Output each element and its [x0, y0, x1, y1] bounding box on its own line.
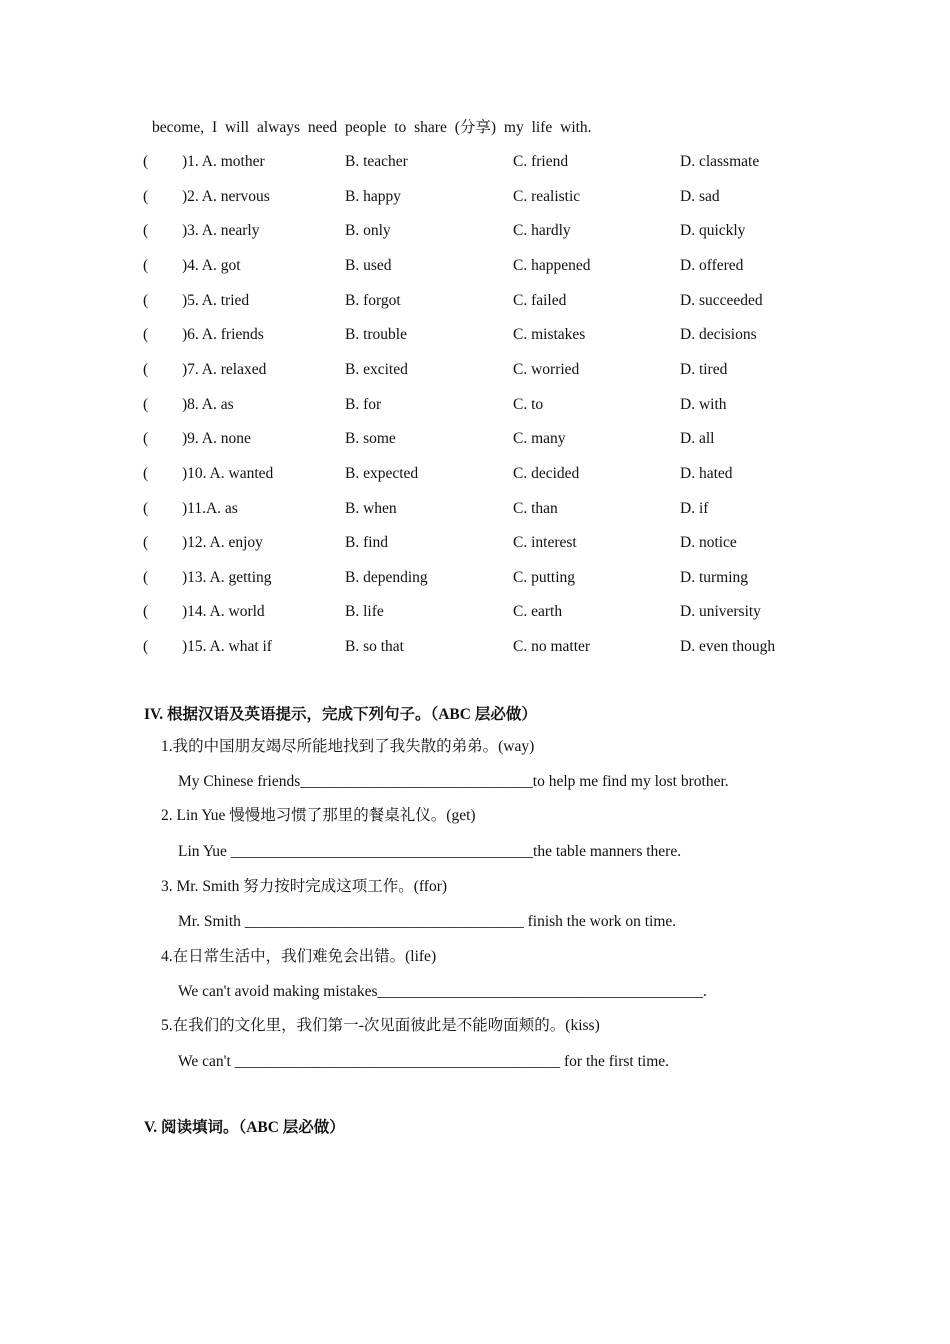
option-b: B. used — [345, 256, 392, 274]
option-b: B. happy — [345, 187, 401, 205]
question-row — [0, 499, 950, 521]
answer-blank-paren[interactable]: ( — [143, 222, 149, 240]
option-d: D. decisions — [680, 326, 757, 344]
option-b: B. when — [345, 499, 397, 517]
question-row — [0, 360, 950, 382]
option-b: B. depending — [345, 568, 428, 586]
option-a: )4. A. got — [182, 256, 241, 274]
question-row — [0, 568, 950, 590]
answer-blank-paren[interactable]: ( — [143, 430, 149, 448]
option-a: )2. A. nervous — [182, 187, 270, 205]
option-b: B. only — [345, 222, 391, 240]
option-b: B. excited — [345, 360, 408, 378]
option-d: D. quickly — [680, 222, 746, 240]
option-b: B. so that — [345, 638, 404, 656]
option-b: B. forgot — [345, 291, 401, 309]
answer-blank-paren[interactable]: ( — [143, 534, 149, 552]
option-d: D. turming — [680, 568, 749, 586]
option-d: D. if — [680, 499, 709, 517]
sentence-3-prompt: 3. Mr. Smith 努力按时完成这项工作。(ffor) — [161, 878, 448, 895]
option-d: D. classmate — [680, 153, 760, 170]
answer-blank-paren[interactable]: ( — [143, 326, 149, 344]
answer-blank-paren[interactable]: ( — [143, 568, 149, 586]
option-c: C. interest — [513, 534, 577, 552]
question-row — [0, 602, 950, 624]
option-a: )9. A. none — [182, 430, 251, 448]
question-row — [0, 221, 950, 243]
option-c: C. earth — [513, 603, 563, 621]
option-d: D. succeeded — [680, 291, 763, 309]
option-c: C. worried — [513, 360, 580, 378]
option-a: )7. A. relaxed — [182, 360, 267, 378]
option-c: C. many — [513, 430, 566, 448]
option-d: D. sad — [680, 187, 720, 205]
passage-last-line: become, I will always need people to share (分享) my life with. — [152, 119, 592, 136]
option-b: B. life — [345, 603, 384, 621]
option-b: B. teacher — [345, 153, 408, 170]
option-a: )5. A. tried — [182, 291, 250, 309]
option-a: )15. A. what if — [182, 638, 272, 656]
question-row — [0, 533, 950, 555]
option-d: D. university — [680, 603, 761, 621]
option-b: B. find — [345, 534, 389, 552]
sentence-1-answer: My Chinese friends______________________________to help me find my lost brother. — [178, 773, 729, 790]
answer-blank-paren[interactable]: ( — [143, 360, 149, 378]
option-a: )3. A. nearly — [182, 222, 260, 240]
option-d: D. even though — [680, 638, 776, 656]
sentence-5-prompt: 5.在我们的文化里，我们第一-次见面彼此是不能吻面颊的。(kiss) — [161, 1017, 600, 1034]
answer-blank-paren[interactable]: ( — [143, 153, 149, 170]
option-a: )12. A. enjoy — [182, 534, 263, 552]
question-row — [0, 464, 950, 486]
answer-blank-paren[interactable]: ( — [143, 638, 149, 656]
answer-blank-paren[interactable]: ( — [143, 499, 149, 517]
question-row — [0, 256, 950, 278]
option-c: C. no matter — [513, 638, 591, 656]
option-b: B. for — [345, 395, 382, 413]
option-c: C. realistic — [513, 187, 581, 205]
option-b: B. trouble — [345, 326, 407, 344]
sentence-5-answer: We can't __________________________________________ for the first time. — [178, 1053, 670, 1070]
question-row — [0, 429, 950, 451]
option-b: B. some — [345, 430, 396, 448]
option-a: )13. A. getting — [182, 568, 272, 586]
option-d: D. hated — [680, 464, 733, 482]
answer-blank-paren[interactable]: ( — [143, 603, 149, 621]
option-c: C. happened — [513, 256, 591, 274]
question-row — [0, 291, 950, 313]
option-d: D. all — [680, 430, 715, 448]
option-d: D. notice — [680, 534, 737, 552]
option-c: C. friend — [513, 153, 569, 170]
question-row — [0, 637, 950, 659]
answer-blank-paren[interactable]: ( — [143, 464, 149, 482]
sentence-4-prompt: 4.在日常生活中，我们难免会出错。(life) — [161, 948, 437, 965]
section-5-title: V. 阅读填词。（ABC 层必做） — [144, 1119, 345, 1136]
option-c: C. to — [513, 395, 544, 413]
question-row — [0, 152, 950, 174]
sentence-4-answer: We can't avoid making mistakes__________________________________________. — [178, 983, 707, 1000]
option-a: )11.A. as — [182, 499, 238, 517]
section-4-title: IV. 根据汉语及英语提示，完成下列句子。（ABC 层必做） — [144, 706, 537, 723]
option-d: D. with — [680, 395, 727, 413]
sentence-2-prompt: 2. Lin Yue 慢慢地习惯了那里的餐桌礼仪。(get) — [161, 807, 476, 824]
option-a: )6. A. friends — [182, 326, 264, 344]
question-row — [0, 325, 950, 347]
option-c: C. hardly — [513, 222, 571, 240]
option-a: )14. A. world — [182, 603, 265, 621]
option-c: C. mistakes — [513, 326, 586, 344]
option-c: C. decided — [513, 464, 580, 482]
sentence-1-prompt: 1.我的中国朋友竭尽所能地找到了我失散的弟弟。(way) — [161, 738, 535, 755]
option-a: )8. A. as — [182, 395, 234, 413]
question-row — [0, 187, 950, 209]
sentence-2-answer: Lin Yue _______________________________________the table manners there. — [178, 843, 682, 860]
option-c: C. failed — [513, 291, 567, 309]
option-d: D. tired — [680, 360, 728, 378]
question-row — [0, 395, 950, 417]
sentence-3-answer: Mr. Smith ____________________________________ finish the work on time. — [178, 913, 677, 930]
option-b: B. expected — [345, 464, 419, 482]
option-a: )10. A. wanted — [182, 464, 274, 482]
answer-blank-paren[interactable]: ( — [143, 291, 149, 309]
answer-blank-paren[interactable]: ( — [143, 187, 149, 205]
option-d: D. offered — [680, 256, 744, 274]
option-c: C. than — [513, 499, 558, 517]
answer-blank-paren[interactable]: ( — [143, 395, 149, 413]
option-c: C. putting — [513, 568, 576, 586]
answer-blank-paren[interactable]: ( — [143, 256, 149, 274]
option-a: )1. A. mother — [182, 153, 265, 170]
